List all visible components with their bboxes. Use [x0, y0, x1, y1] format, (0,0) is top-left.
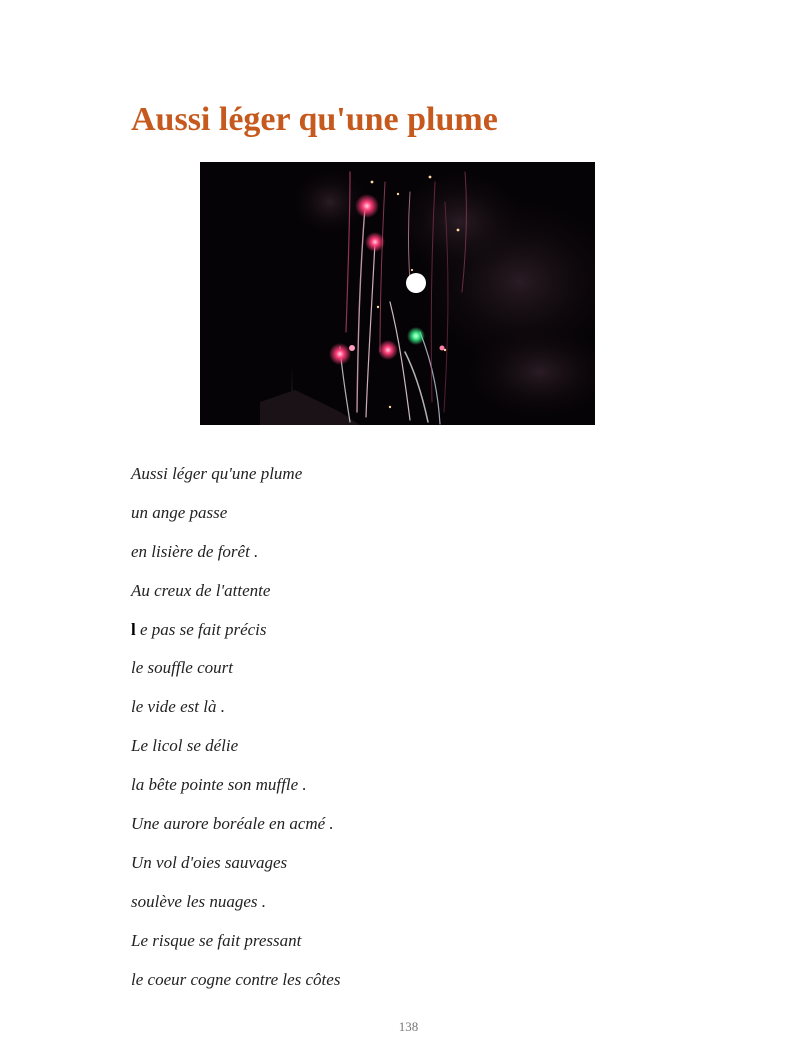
poem-line: soulève les nuages .: [131, 891, 267, 911]
poem-line: Le risque se fait pressant: [131, 930, 302, 950]
poem-line: Un vol d'oies sauvages: [131, 852, 288, 872]
poem: [131, 463, 731, 1007]
poem-line: Le licol se délie: [131, 736, 239, 756]
poem-line: le souffle court: [131, 658, 233, 678]
poem-line: en lisière de forêt .: [131, 541, 259, 561]
poem-line: Une aurore boréale en acmé .: [131, 814, 334, 834]
poem-line: la bête pointe son muffle .: [131, 775, 307, 795]
page-number: 138: [398, 1019, 419, 1034]
poem-line-text: e pas se fait précis: [139, 619, 267, 639]
poem-line: le vide est là .: [131, 697, 225, 717]
fireworks-photo-icon: [200, 162, 595, 425]
drop-letter: l: [131, 619, 140, 639]
poem-line: Aussi léger qu'une plume: [131, 464, 303, 483]
poem-line: le coeur cogne contre les côtes: [131, 969, 341, 989]
poem-line: un ange passe: [131, 502, 228, 522]
poem-line: [131, 619, 731, 658]
page-title: Aussi léger qu'une plume: [131, 101, 498, 138]
poem-line: Au creux de l'attente: [131, 580, 271, 600]
